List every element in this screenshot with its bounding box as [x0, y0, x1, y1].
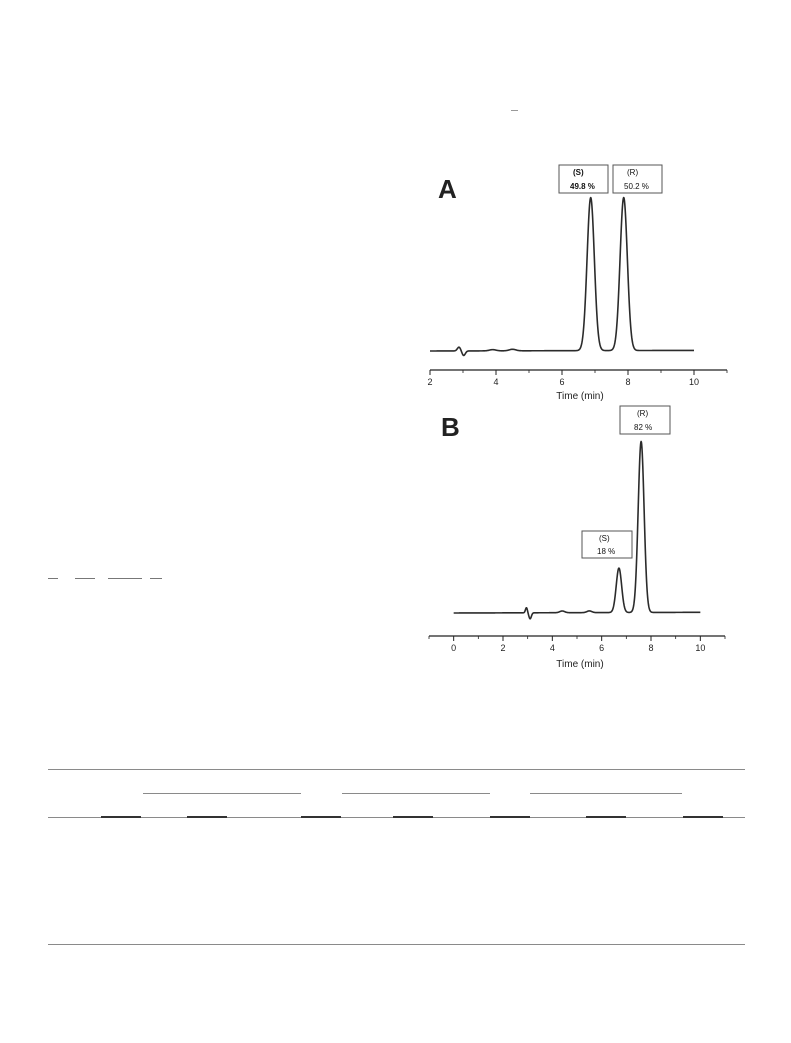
x-tick-label: 0	[451, 643, 457, 653]
annotation-label: (R)	[627, 168, 639, 177]
x-tick-label: 10	[695, 643, 706, 653]
table-subheader-mark	[187, 816, 227, 818]
annotation-label: (R)	[637, 409, 649, 418]
x-axis-ticks	[429, 636, 725, 653]
x-tick-label: 6	[559, 377, 565, 387]
chart-panel-b	[429, 406, 725, 670]
x-axis-label: Time (min)	[556, 391, 604, 402]
annotation-label: (S)	[599, 534, 610, 543]
table-subheader-mark	[586, 816, 626, 818]
annotation-value: 82 %	[634, 423, 653, 432]
table-group-rule	[530, 793, 682, 794]
panel-label-b: B	[441, 412, 460, 442]
table-subheader-mark	[490, 816, 530, 818]
x-tick-label: 4	[549, 643, 555, 653]
x-tick-label: 8	[625, 377, 631, 387]
annotation-value: 49.8 %	[570, 182, 595, 191]
table-top-rule	[48, 769, 745, 770]
panel-label-a: A	[438, 174, 457, 204]
x-tick-label: 6	[599, 643, 605, 653]
annotation-value: 18 %	[597, 547, 616, 556]
chart-panel-a	[427, 165, 727, 402]
table-group-rule	[342, 793, 490, 794]
table-group-rule	[143, 793, 301, 794]
table-subheader-mark	[301, 816, 341, 818]
table-subheader-mark	[101, 816, 141, 818]
annotation-a-s	[559, 165, 608, 193]
x-tick-label: 8	[648, 643, 654, 653]
x-tick-label: 10	[688, 377, 700, 387]
x-tick-label: 2	[500, 643, 506, 653]
x-axis-label: Time (min)	[556, 659, 604, 670]
x-tick-label: 2	[427, 377, 433, 387]
table-bottom-rule	[48, 944, 745, 945]
x-axis-ticks	[427, 370, 727, 387]
annotation-label: (S)	[573, 168, 584, 177]
annotation-b-s	[582, 531, 632, 558]
table-subheader-mark	[683, 816, 723, 818]
annotation-a-r	[613, 165, 662, 193]
table-subheader-mark	[393, 816, 433, 818]
x-tick-label: 4	[493, 377, 499, 387]
annotation-b-r	[620, 406, 670, 434]
chromatogram-trace-b	[454, 441, 701, 618]
annotation-value: 50.2 %	[624, 182, 649, 191]
chromatogram-trace-a	[430, 198, 694, 356]
